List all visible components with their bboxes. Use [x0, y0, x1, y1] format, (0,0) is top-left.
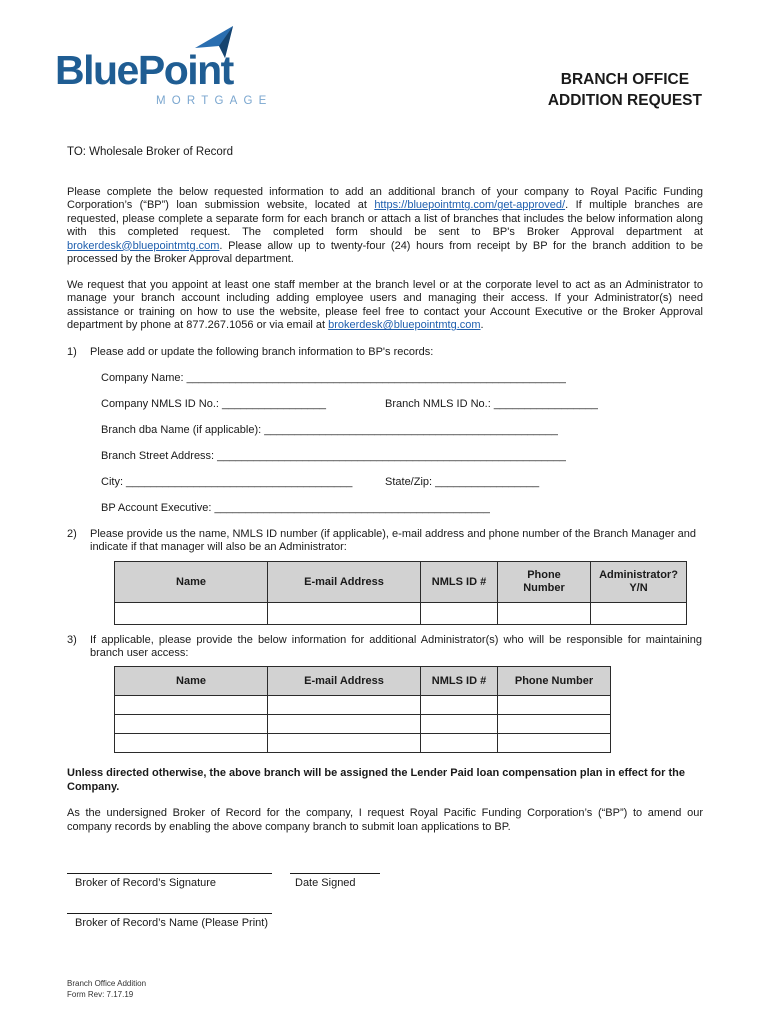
table-cell[interactable]: [498, 603, 591, 625]
table-cell[interactable]: [268, 603, 421, 625]
intro-paragraph: [67, 186, 703, 266]
table-cell[interactable]: [591, 603, 687, 625]
state-zip-field[interactable]: State/Zip: _________________: [385, 476, 540, 488]
table-cell[interactable]: [421, 715, 498, 734]
table-row: [115, 603, 687, 625]
admin-text-2: .: [480, 319, 484, 332]
broker-desk-email-link-2[interactable]: brokerdesk@bluepointmtg.com: [328, 319, 481, 332]
branch-manager-table: [114, 561, 687, 625]
title-line-1: BRANCH OFFICE: [560, 71, 690, 88]
signature-label: Broker of Record’s Signature: [75, 877, 217, 889]
printed-name-label: Broker of Record’s Name (Please Print): [75, 917, 268, 929]
form-footer: [67, 978, 146, 1000]
additional-administrators-table: [114, 666, 611, 753]
section-2-number: 2): [67, 528, 77, 540]
signature-line[interactable]: [67, 873, 272, 874]
table-cell[interactable]: [498, 734, 611, 753]
table-cell[interactable]: [115, 734, 268, 753]
branch-nmls-field[interactable]: Branch NMLS ID No.: _________________: [385, 398, 598, 410]
table-header-row: [115, 562, 687, 603]
table-row: [115, 696, 611, 715]
request-statement: As the undersigned Broker of Record for the company, I request Royal Pacific Funding Corporation’s (“BP”) to amend our company records by enabling the above company branch to submit loan applications to BP.: [67, 807, 703, 833]
table-row: [115, 715, 611, 734]
broker-desk-email-link[interactable]: brokerdesk@bluepointmtg.com: [67, 239, 220, 252]
table-cell[interactable]: [498, 696, 611, 715]
table-cell[interactable]: [115, 696, 268, 715]
page-title: [548, 69, 702, 111]
city-field[interactable]: City: _____________________________________: [101, 476, 353, 488]
column-header-nmls: NMLS ID #: [421, 667, 498, 696]
table-header-row: [115, 667, 611, 696]
approval-website-link[interactable]: https://bluepointmtg.com/get-approved/: [374, 199, 566, 212]
column-header-nmls: NMLS ID #: [421, 562, 498, 603]
section-1-instructions: Please add or update the following branch information to BP's records:: [90, 346, 434, 358]
table-cell[interactable]: [268, 734, 421, 753]
title-line-2: ADDITION REQUEST: [547, 92, 702, 109]
date-signed-label: Date Signed: [295, 877, 356, 889]
date-signed-line[interactable]: [290, 873, 380, 874]
column-header-name: Name: [115, 667, 268, 696]
table-row: [115, 734, 611, 753]
column-header-phone: Phone Number: [498, 562, 591, 603]
section-3-instructions: If applicable, please provide the below information for additional Administrator(s) who will be responsible for maintaining branch user access:: [90, 634, 702, 660]
intro-text-3: . Please allow up to twenty-four (24) hours from receipt by BP for the branch addition to be processed by the Broker Approval department.: [67, 239, 703, 266]
column-header-email: E-mail Address: [268, 667, 421, 696]
intro-text-2: . If multiple branches are requested, please complete a separate form for each branch or attach a list of branches that includes the below information along with this completed request. The completed form should be sent to BP's Broker Approval department at: [67, 199, 703, 239]
table-cell[interactable]: [268, 696, 421, 715]
compensation-plan-notice: Unless directed otherwise, the above branch will be assigned the Lender Paid loan compensation plan in effect for the Company.: [67, 767, 685, 793]
table-cell[interactable]: [115, 715, 268, 734]
section-3-number: 3): [67, 634, 77, 646]
table-cell[interactable]: [421, 603, 498, 625]
column-header-administrator: Administrator? Y/N: [591, 562, 687, 603]
section-2-instructions: Please provide us the name, NMLS ID number (if applicable), e-mail address and phone number of the Branch Manager and indicate if that manager will also be an Administrator:: [90, 528, 696, 554]
logo-wordmark: BluePoint: [55, 47, 233, 93]
intro-text-1: Please complete the below requested information to add an additional branch of your company to Royal Pacific Funding Corporation’s (“BP”) loan submission website, located at: [67, 186, 703, 212]
column-header-phone: Phone Number: [498, 667, 611, 696]
company-logo: [55, 24, 275, 114]
footer-form-revision: Form Rev: 7.17.19: [67, 990, 134, 999]
account-executive-field[interactable]: BP Account Executive: _____________________________________________: [101, 502, 490, 514]
section-1-number: 1): [67, 346, 77, 358]
column-header-email: E-mail Address: [268, 562, 421, 603]
column-header-name: Name: [115, 562, 268, 603]
company-name-field[interactable]: Company Name: ______________________________________________________________: [101, 372, 566, 384]
table-cell[interactable]: [421, 696, 498, 715]
branch-dba-field[interactable]: Branch dba Name (if applicable): ________________________________________________: [101, 424, 558, 436]
printed-name-line[interactable]: [67, 913, 272, 914]
table-cell[interactable]: [498, 715, 611, 734]
to-line: TO: Wholesale Broker of Record: [67, 146, 233, 158]
logo-tagline: MORTGAGE: [156, 95, 273, 107]
footer-form-name: Branch Office Addition: [67, 979, 147, 988]
table-cell[interactable]: [115, 603, 268, 625]
administrator-paragraph: [67, 279, 703, 333]
company-nmls-field[interactable]: Company NMLS ID No.: _________________: [101, 398, 327, 410]
table-cell[interactable]: [421, 734, 498, 753]
table-cell[interactable]: [268, 715, 421, 734]
branch-street-field[interactable]: Branch Street Address: _________________________________________________________: [101, 450, 566, 462]
admin-text-1: We request that you appoint at least one staff member at the branch level or at the corporate level to act as an Administrator to manage your branch account including adding employee users and managing their access. If your Administrator(s) need assistance or training on how to use the website, please feel free to contact your Account Executive or the Broker Approval department by phone at 877.267.1056 or via email at: [67, 279, 703, 332]
